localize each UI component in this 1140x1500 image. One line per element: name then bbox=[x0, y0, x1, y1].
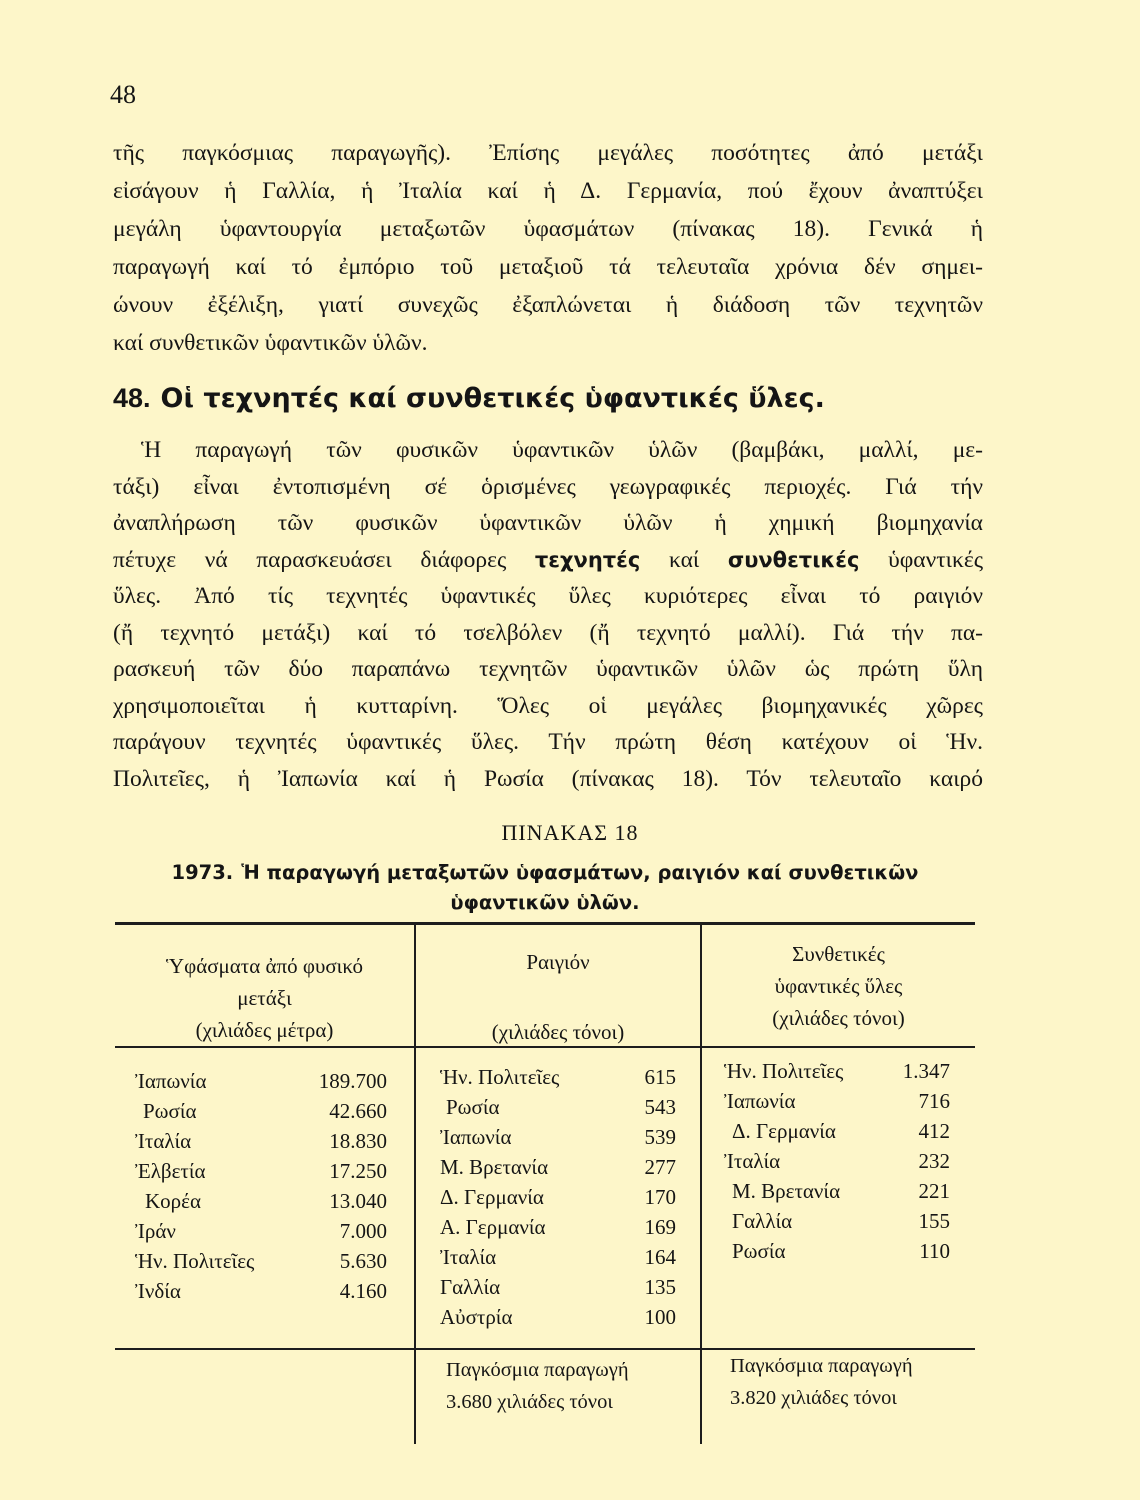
table-top-rule bbox=[115, 922, 975, 925]
value-cell: 539 bbox=[644, 1125, 676, 1149]
synthetic-total bbox=[730, 1350, 913, 1414]
section-title: Οἱ τεχνητές καί συνθετικές ὑφαντικές ὕλες. bbox=[160, 383, 825, 414]
country-cell: Ἐλβετία bbox=[135, 1159, 206, 1183]
value-cell: 155 bbox=[918, 1209, 950, 1233]
value-cell: 615 bbox=[644, 1065, 676, 1089]
value-cell: 232 bbox=[918, 1149, 950, 1173]
table-row bbox=[440, 1272, 676, 1302]
rayon-total bbox=[446, 1354, 629, 1418]
table-row bbox=[724, 1116, 950, 1146]
total-label: Παγκόσμια παραγωγή bbox=[730, 1355, 913, 1377]
column-header-synthetic bbox=[702, 938, 975, 1034]
text-line-mixed bbox=[113, 542, 983, 579]
country-cell: Δ. Γερμανία bbox=[732, 1119, 836, 1143]
rayon-rows bbox=[440, 1062, 676, 1332]
value-cell: 543 bbox=[644, 1095, 676, 1119]
text-line: τάξι) εἶναι ἐντοπισμένη σέ ὁρισμένες γεωγραφικές περιοχές. Γιά τήν bbox=[113, 473, 983, 500]
value-cell: 5.630 bbox=[339, 1249, 387, 1273]
table-row bbox=[440, 1152, 676, 1182]
header-line: (χιλιάδες τόνοι) bbox=[772, 1006, 905, 1030]
country-cell: Ἰαπωνία bbox=[135, 1069, 207, 1093]
value-cell: 18.830 bbox=[329, 1129, 387, 1153]
table-row bbox=[135, 1096, 387, 1126]
value-cell: 170 bbox=[644, 1185, 676, 1209]
text-line: ώνουν ἐξέλιξη, γιατί συνεχῶς ἐξαπλώνεται ἡ διάδοση τῶν τεχνητῶν bbox=[113, 292, 983, 318]
table-row bbox=[440, 1212, 676, 1242]
header-line: Ραιγιόν bbox=[526, 950, 590, 974]
value-cell: 7.000 bbox=[339, 1219, 387, 1243]
country-cell: Μ. Βρετανία bbox=[440, 1155, 549, 1179]
country-cell: Ρωσία bbox=[143, 1099, 197, 1123]
text-line: εἰσάγουν ἡ Γαλλία, ἡ Ἰταλία καί ἡ Δ. Γερμανία, πού ἔχουν ἀναπτύξει bbox=[113, 178, 983, 204]
table-row bbox=[440, 1302, 676, 1332]
text-line: ὕλες. Ἀπό τίς τεχνητές ὑφαντικές ὕλες κυριότερες εἶναι τό ραιγιόν bbox=[113, 583, 983, 609]
table-row bbox=[440, 1062, 676, 1092]
country-cell: Ἰνδία bbox=[135, 1279, 181, 1303]
table-row bbox=[440, 1242, 676, 1272]
caption-line bbox=[135, 858, 955, 888]
caption-year: 1973. bbox=[171, 861, 234, 884]
column-header-rayon bbox=[416, 946, 700, 1048]
table-row bbox=[440, 1092, 676, 1122]
country-cell: Δ. Γερμανία bbox=[440, 1185, 544, 1209]
section-number: 48. bbox=[113, 383, 151, 413]
header-line: ὑφαντικές ὕλες bbox=[774, 974, 903, 998]
value-cell: 221 bbox=[918, 1179, 950, 1203]
country-cell: Ἰαπωνία bbox=[440, 1125, 512, 1149]
table-row bbox=[135, 1216, 387, 1246]
country-cell: Γαλλία bbox=[440, 1275, 501, 1299]
value-cell: 1.347 bbox=[902, 1059, 950, 1083]
intro-paragraph bbox=[113, 134, 983, 362]
value-cell: 716 bbox=[918, 1089, 950, 1113]
silk-rows bbox=[135, 1066, 387, 1306]
caption-text: Ἡ παραγωγή μεταξωτῶν ὑφασμάτων, ραιγιόν καί συνθετικῶν bbox=[241, 861, 919, 884]
value-cell: 4.160 bbox=[339, 1279, 387, 1303]
body-paragraph bbox=[113, 432, 983, 797]
table-row bbox=[440, 1182, 676, 1212]
value-cell: 100 bbox=[644, 1305, 676, 1329]
country-cell: Ἰταλία bbox=[724, 1149, 781, 1173]
country-cell: Ἰταλία bbox=[440, 1245, 497, 1269]
emphasis-term: συνθετικές bbox=[727, 547, 860, 572]
table-label: ΠΙΝΑΚΑΣ 18 bbox=[501, 820, 639, 845]
value-cell: 13.040 bbox=[329, 1189, 387, 1213]
text-segment: πέτυχε νά παρασκευάσει διάφορες bbox=[113, 546, 507, 573]
value-cell: 135 bbox=[644, 1275, 676, 1299]
value-cell: 189.700 bbox=[318, 1069, 387, 1093]
table-row bbox=[135, 1126, 387, 1156]
country-cell: Ἰράν bbox=[135, 1219, 176, 1243]
section-heading bbox=[113, 383, 825, 414]
value-cell: 412 bbox=[918, 1119, 950, 1143]
country-cell: Μ. Βρετανία bbox=[732, 1179, 841, 1203]
table-row bbox=[724, 1146, 950, 1176]
total-value: 3.680 χιλιάδες τόνοι bbox=[446, 1391, 613, 1413]
table-row bbox=[135, 1066, 387, 1096]
total-value: 3.820 χιλιάδες τόνοι bbox=[730, 1387, 897, 1409]
country-cell: Ρωσία bbox=[732, 1239, 786, 1263]
table-row bbox=[724, 1086, 950, 1116]
text-line: παράγουν τεχνητές ὑφαντικές ὕλες. Τήν πρώτη θέση κατέχουν οἱ Ἡν. bbox=[113, 729, 983, 755]
table-row bbox=[724, 1176, 950, 1206]
caption-line: ὑφαντικῶν ὑλῶν. bbox=[450, 891, 640, 914]
text-segment: καί bbox=[668, 546, 700, 573]
text-line: Ἡ παραγωγή τῶν φυσικῶν ὑφαντικῶν ὑλῶν (βαμβάκι, μαλλί, με- bbox=[141, 437, 983, 463]
table-row bbox=[135, 1276, 387, 1306]
country-cell: Ἡν. Πολιτεῖες bbox=[135, 1249, 255, 1273]
page-number: 48 bbox=[110, 80, 136, 109]
text-line: (ἤ τεχνητό μετάξι) καί τό τσελβόλεν (ἤ τεχνητό μαλλί). Γιά τήν πα- bbox=[113, 619, 983, 646]
value-cell: 42.660 bbox=[329, 1099, 387, 1123]
table-row bbox=[135, 1186, 387, 1216]
text-line: χρησιμοποιεῖται ἡ κυτταρίνη. Ὅλες οἱ μεγάλες βιομηχανικές χῶρες bbox=[113, 692, 983, 719]
text-line: ἀναπλήρωση τῶν φυσικῶν ὑφαντικῶν ὑλῶν ἡ χημική βιομηχανία bbox=[113, 510, 983, 536]
country-cell: Κορέα bbox=[145, 1189, 201, 1213]
country-cell: Ἡν. Πολιτεῖες bbox=[440, 1065, 560, 1089]
synthetic-rows bbox=[724, 1056, 950, 1266]
text-line: καί συνθετικῶν ὑφαντικῶν ὑλῶν. bbox=[113, 330, 428, 356]
text-segment: ὑφαντικές bbox=[888, 546, 983, 573]
header-line: (χιλιάδες μέτρα) bbox=[195, 1018, 334, 1042]
text-line: παραγωγή καί τό ἐμπόριο τοῦ μεταξιοῦ τά τελευταῖα χρόνια δέν σημει- bbox=[113, 254, 983, 280]
text-line: μεγάλη ὑφαντουργία μεταξωτῶν ὑφασμάτων (πίνακας 18). Γενικά ἡ bbox=[113, 216, 983, 242]
value-cell: 164 bbox=[644, 1245, 676, 1269]
table-row bbox=[135, 1156, 387, 1186]
country-cell: Ἰταλία bbox=[135, 1129, 192, 1153]
country-cell: Α. Γερμανία bbox=[440, 1215, 546, 1239]
country-cell: Ἰαπωνία bbox=[724, 1089, 796, 1113]
country-cell: Ἡν. Πολιτεῖες bbox=[724, 1059, 844, 1083]
value-cell: 17.250 bbox=[329, 1159, 387, 1183]
text-line: Πολιτεῖες, ἡ Ἰαπωνία καί ἡ Ρωσία (πίνακας 18). Τόν τελευταῖο καιρό bbox=[113, 765, 983, 792]
text-line: ρασκευή τῶν δύο παραπάνω τεχνητῶν ὑφαντικῶν ὑλῶν ὡς πρώτη ὕλη bbox=[113, 656, 983, 682]
country-cell: Ρωσία bbox=[446, 1095, 500, 1119]
value-cell: 277 bbox=[644, 1155, 676, 1179]
table-row bbox=[724, 1206, 950, 1236]
table-row bbox=[135, 1246, 387, 1276]
table-row bbox=[440, 1122, 676, 1152]
country-cell: Γαλλία bbox=[732, 1209, 793, 1233]
table-row bbox=[724, 1236, 950, 1266]
header-line: Ὑφάσματα ἀπό φυσικό bbox=[166, 954, 363, 978]
header-line: μετάξι bbox=[237, 986, 292, 1010]
value-cell: 110 bbox=[919, 1239, 950, 1263]
column-header-silk bbox=[115, 950, 414, 1046]
value-cell: 169 bbox=[644, 1215, 676, 1239]
table-caption bbox=[135, 858, 955, 918]
header-line: Συνθετικές bbox=[792, 942, 885, 966]
total-label: Παγκόσμια παραγωγή bbox=[446, 1359, 629, 1381]
table-row bbox=[724, 1056, 950, 1086]
country-cell: Αὐστρία bbox=[440, 1305, 513, 1329]
text-line: τῆς παγκόσμιας παραγωγῆς). Ἐπίσης μεγάλες ποσότητες ἀπό μετάξι bbox=[113, 140, 983, 166]
header-line: (χιλιάδες τόνοι) bbox=[491, 1020, 625, 1044]
emphasis-term: τεχνητές bbox=[534, 547, 641, 572]
